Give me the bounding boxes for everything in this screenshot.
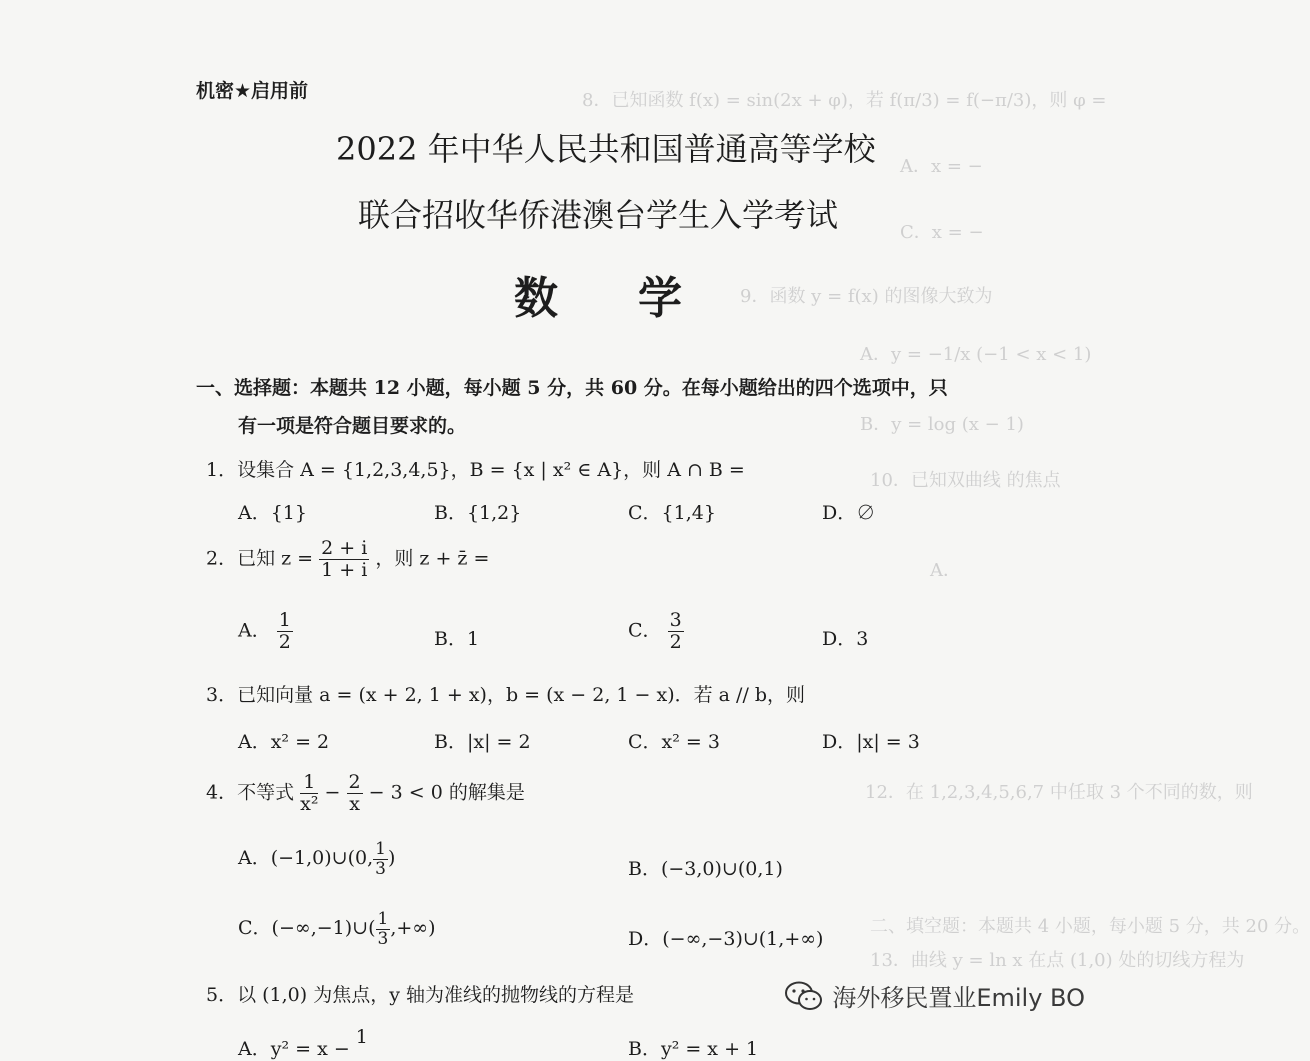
question-5-option-a-num: 1 — [355, 1026, 368, 1048]
question-1-stem: 1．设集合 A = {1,2,3,4,5}，B = {x | x² ∈ A}，则 A ∩ B = — [206, 459, 745, 481]
question-4-option-a-pre: A．(−1,0)∪(0, — [238, 847, 374, 870]
bleed-text-8: A． — [930, 560, 961, 581]
question-4-option-a-fraction — [373, 840, 388, 878]
question-1-option-b: B．{1,2} — [434, 502, 522, 524]
question-4-option-b: B．(−3,0)∪(0,1) — [628, 858, 783, 880]
question-4-option-a-num: 1 — [375, 839, 386, 859]
watermark — [784, 978, 1085, 1013]
question-2-option-c-fraction — [668, 610, 684, 653]
question-3-stem: 3．已知向量 a = (x + 2, 1 + x)，b = (x − 2, 1 − x)．若 a // b，则 — [206, 684, 806, 706]
question-2-prefix: 2．已知 z = — [206, 547, 314, 570]
question-4-option-d: D．(−∞,−3)∪(1,+∞) — [628, 928, 824, 950]
question-2-option-c-den: 2 — [669, 630, 682, 653]
question-1-option-c: C．{1,4} — [628, 502, 716, 524]
question-4-option-c-den: 3 — [377, 928, 389, 949]
question-3-option-a: A．x² = 2 — [238, 731, 330, 753]
question-4-prefix: 4．不等式 — [206, 781, 295, 804]
question-2-option-a-den: 2 — [278, 630, 291, 653]
bleed-text-5: A．y = −1/x (−1 < x < 1) — [860, 344, 1092, 365]
exam-title-line2: 联合招收华侨港澳台学生入学考试 — [358, 196, 839, 234]
question-4-option-a — [238, 840, 395, 878]
question-4-option-a-post: ) — [387, 847, 396, 870]
question-1-option-a: A．{1} — [238, 502, 307, 524]
question-2-fraction-num: 2 + i — [321, 537, 368, 559]
question-3-option-d: D．|x| = 3 — [822, 731, 920, 753]
question-3-option-b: B．|x| = 2 — [434, 731, 531, 753]
question-4-option-c-pre: C．(−∞,−1)∪( — [238, 917, 376, 940]
question-4-fraction-1-num: 1 — [300, 772, 318, 794]
question-2-stem — [206, 538, 489, 581]
question-4-option-c-fraction — [376, 910, 391, 948]
question-4-minus: − — [324, 781, 341, 804]
question-4-fraction-2-den: x — [349, 792, 360, 815]
question-4-option-a-den: 3 — [375, 858, 386, 879]
bleed-text-1: 8．已知函数 f(x) = sin(2x + φ)，若 f(π/3) = f(−π/3)，则 φ = — [582, 90, 1107, 111]
question-2-option-c-label: C． — [628, 619, 662, 642]
question-4-fraction-2 — [347, 772, 363, 815]
question-2-option-a-label: A． — [238, 619, 271, 642]
question-2-option-b: B．1 — [434, 628, 480, 650]
bleed-text-2: A．x = − — [900, 156, 983, 177]
question-1-option-d: D．∅ — [822, 502, 876, 524]
bleed-text-6: B．y = log (x − 1) — [860, 414, 1024, 435]
question-2-option-c — [628, 610, 684, 653]
question-2-option-a — [238, 610, 293, 653]
question-3-option-c: C．x² = 3 — [628, 731, 720, 753]
bleed-text-4: 9．函数 y = f(x) 的图像大致为 — [740, 286, 993, 307]
bleed-text-7: 10．已知双曲线 的焦点 — [870, 470, 1061, 491]
question-2-fraction-den: 1 + i — [321, 558, 368, 581]
question-4-option-c — [238, 910, 436, 948]
question-4-stem — [206, 772, 525, 815]
bleed-text-9: 12．在 1,2,3,4,5,6,7 中任取 3 个不同的数，则 — [865, 782, 1253, 803]
question-4-option-c-post: ,+∞) — [390, 917, 436, 940]
question-2-option-d: D．3 — [822, 628, 869, 650]
question-2-option-c-num: 3 — [669, 609, 682, 631]
confidential-label: 机密★启用前 — [196, 80, 309, 102]
wechat-icon — [784, 980, 824, 1012]
question-5-option-b: B．y² = x + 1 — [628, 1038, 759, 1060]
question-2-option-a-num: 1 — [278, 609, 291, 631]
question-5-option-a-text: A．y² = x − — [238, 1038, 350, 1060]
section-heading-line2: 有一项是符合题目要求的。 — [238, 415, 467, 437]
section-heading-line1: 一、选择题：本题共 12 小题，每小题 5 分，共 60 分。在每小题给出的四个选项中，只 — [196, 377, 948, 399]
question-2-option-a-fraction — [277, 610, 293, 653]
question-5-option-a — [238, 1026, 368, 1061]
question-4-fraction-2-num: 2 — [348, 771, 361, 793]
exam-title-line1: 2022 年中华人民共和国普通高等学校 — [336, 130, 876, 168]
question-4-fraction-1-den: x² — [300, 792, 319, 815]
bleed-text-11: 13．曲线 y = ln x 在点 (1,0) 处的切线方程为 — [870, 950, 1245, 971]
question-2-suffix: ，则 z + z̄ = — [375, 547, 490, 570]
question-4-option-c-num: 1 — [377, 909, 389, 929]
subject-title: 数学 — [514, 273, 762, 324]
bleed-text-3: C．x = − — [900, 222, 984, 243]
watermark-text: 海外移民置业Emily BO — [832, 984, 1085, 1012]
question-4-suffix: − 3 < 0 的解集是 — [368, 781, 525, 804]
question-4-fraction-1 — [300, 772, 318, 815]
question-2-fraction — [319, 538, 369, 581]
question-5-stem: 5．以 (1,0) 为焦点，y 轴为准线的抛物线的方程是 — [206, 984, 634, 1006]
bleed-text-10: 二、填空题：本题共 4 小题，每小题 5 分，共 20 分。 — [870, 916, 1310, 937]
